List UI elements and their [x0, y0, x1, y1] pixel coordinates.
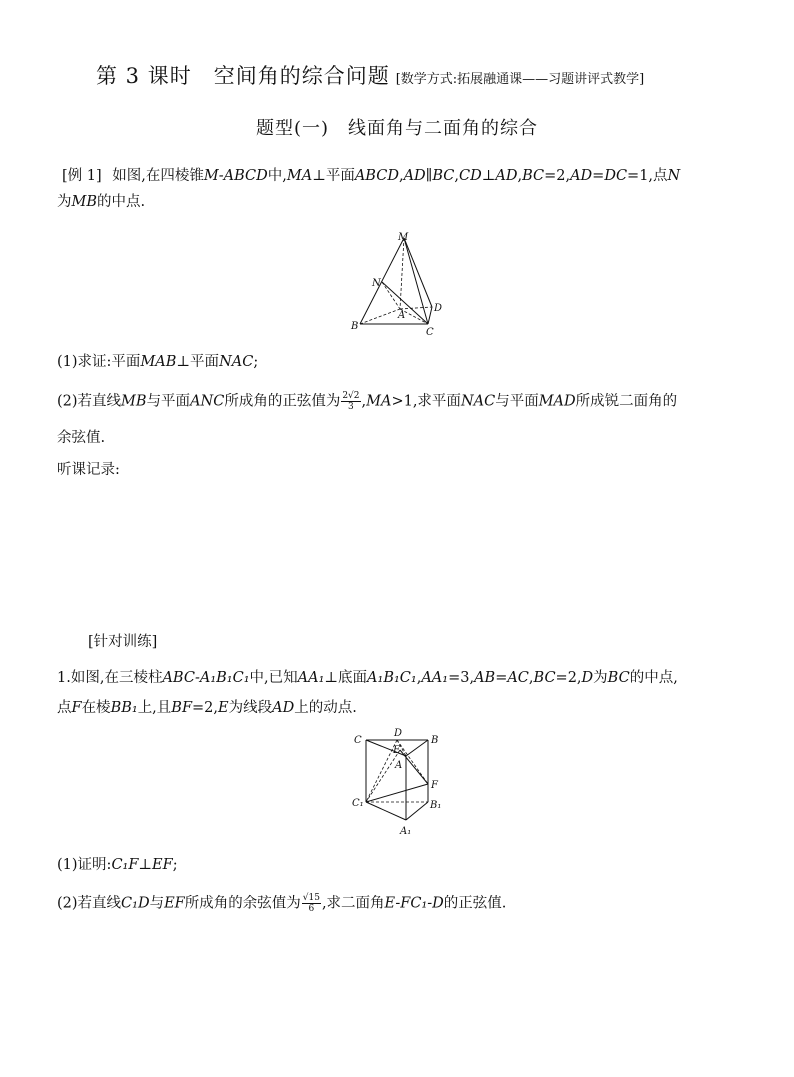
label-a1: A₁: [400, 826, 412, 837]
math: MA: [366, 393, 392, 410]
text: ⊥平面: [176, 354, 220, 370]
text: ,求二面角: [321, 895, 385, 912]
text: 为: [593, 670, 608, 686]
text: ⊥平面: [312, 168, 355, 184]
math: A₁B₁C₁: [367, 670, 417, 686]
math: AD=DC: [570, 168, 628, 184]
training-q1: [57, 855, 178, 875]
notes-label: 听课记录:: [57, 462, 120, 478]
example1-line1: [62, 166, 680, 186]
text: 1.如图,在三棱柱: [57, 670, 163, 686]
text: 中,: [267, 168, 287, 184]
math: NAC: [460, 393, 496, 410]
label-c: C: [426, 327, 434, 338]
math: NAC: [219, 354, 254, 370]
label-b: B: [431, 735, 439, 746]
fraction-denominator: 6: [308, 904, 315, 914]
lesson-title-main: 第 3 课时 空间角的综合问题: [96, 64, 390, 88]
text: 的正弦值.: [443, 895, 507, 912]
label-f: F: [431, 780, 438, 791]
edge-ma-hidden: [400, 238, 404, 309]
edge-ad-hidden: [400, 307, 432, 309]
label-a: A: [398, 310, 406, 321]
fraction: [341, 391, 360, 412]
text: =2,: [544, 168, 571, 184]
fraction-denominator: 3: [348, 402, 354, 412]
math: EF: [164, 895, 185, 912]
math: BC: [607, 670, 630, 686]
math: MB: [71, 194, 98, 210]
label-c1: C₁: [352, 798, 364, 809]
text: 为: [57, 194, 72, 210]
math: MA: [286, 168, 313, 184]
fraction-numerator: √15: [302, 893, 320, 903]
text: (1)求证:平面: [57, 354, 141, 370]
math: ANC: [190, 393, 225, 410]
lesson-title: [96, 60, 644, 90]
text: =2,: [192, 700, 218, 716]
training-p1-line1: [57, 668, 678, 688]
label-e: E: [393, 745, 401, 756]
math: BB₁: [110, 700, 138, 716]
math: AA₁: [297, 670, 325, 686]
edge-c1e-hidden: [366, 750, 403, 802]
text: 所成角的正弦值为: [224, 393, 341, 410]
text: =1,点: [627, 168, 668, 184]
fraction-numerator: 2√2: [342, 391, 360, 401]
text: =2,: [555, 670, 582, 686]
label-a: A: [395, 760, 403, 771]
label-n: N: [372, 278, 381, 289]
math: F: [71, 700, 82, 716]
math: D: [581, 670, 594, 686]
fraction: [302, 893, 321, 914]
text: >1,求平面: [391, 393, 461, 410]
text: (1)证明:: [57, 857, 112, 873]
label-c: C: [354, 735, 362, 746]
label-d: D: [394, 728, 403, 739]
edge-ef: [400, 750, 428, 784]
label-m: M: [398, 232, 409, 243]
example1-q2-line2: 余弦值.: [57, 430, 106, 446]
training-label: [针对训练]: [88, 634, 158, 650]
text: ,: [528, 670, 534, 686]
text: 为线段: [228, 700, 273, 716]
label-d: D: [434, 303, 443, 314]
text: 与平面: [495, 393, 539, 410]
edge-ba: [406, 740, 428, 756]
math: AD∥BC: [403, 168, 455, 184]
text: 与: [149, 895, 165, 912]
lesson-title-sub: [数学方式:拓展融通课——习题讲评式教学]: [395, 72, 645, 87]
text: 在棱: [81, 700, 111, 716]
edge-md: [404, 238, 432, 307]
math: M-ABCD: [203, 168, 268, 184]
text: 上的动点.: [294, 700, 357, 716]
text: (2)若直线: [57, 393, 122, 410]
example1-q2: [57, 391, 677, 412]
edge-mc: [404, 238, 428, 324]
text: ;: [172, 857, 178, 873]
text: 如图,在四棱锥: [112, 168, 204, 184]
edge-cd: [428, 307, 432, 324]
text: 中,已知: [249, 670, 298, 686]
text: 与平面: [146, 393, 191, 410]
math: MAD: [538, 393, 576, 410]
text: 上,且: [137, 700, 172, 716]
example-label: [例 1]: [62, 168, 102, 184]
text: 所成锐二面角的: [575, 393, 678, 410]
math: ABCD: [354, 168, 399, 184]
edge-b1a1: [406, 802, 428, 820]
prism-figure: [340, 728, 450, 840]
math: BF: [171, 700, 193, 716]
training-p1-line2: [57, 698, 357, 718]
math: E-FC₁-D: [384, 895, 444, 912]
math: AA₁: [421, 670, 449, 686]
label-b1: B₁: [430, 800, 442, 811]
text: ,: [361, 393, 367, 410]
math: N: [667, 168, 681, 184]
section-heading: 题型(一) 线面角与二面角的综合: [255, 118, 539, 139]
math: E: [218, 700, 229, 716]
text: ⊥底面: [324, 670, 368, 686]
text: ,: [517, 168, 523, 184]
math: AD: [272, 700, 295, 716]
text: 点: [57, 700, 72, 716]
example1-q1: [57, 352, 258, 372]
text: =3,: [448, 670, 475, 686]
math: BC: [522, 168, 545, 184]
math: CD⊥AD: [459, 168, 518, 184]
text: 的中点.: [97, 194, 146, 210]
math: C₁F⊥EF: [111, 857, 173, 873]
text: (2)若直线: [57, 895, 122, 912]
text: ,: [454, 168, 459, 184]
edge-c1a1: [366, 802, 406, 820]
math: C₁D: [121, 895, 150, 912]
text: ;: [253, 354, 259, 370]
math: MAB: [140, 354, 177, 370]
text: ,: [416, 670, 422, 686]
math: ABC-A₁B₁C₁: [162, 670, 250, 686]
pyramid-figure: [342, 228, 454, 340]
math: AB=AC: [474, 670, 529, 686]
edge-c1f: [366, 784, 428, 802]
text: ,: [398, 168, 404, 184]
training-q2: [57, 893, 506, 914]
text: 所成角的余弦值为: [184, 895, 301, 912]
math: BC: [533, 670, 556, 686]
text: 的中点,: [629, 670, 678, 686]
example1-line2: [57, 192, 145, 212]
label-b: B: [351, 321, 359, 332]
math: MB: [121, 393, 147, 410]
